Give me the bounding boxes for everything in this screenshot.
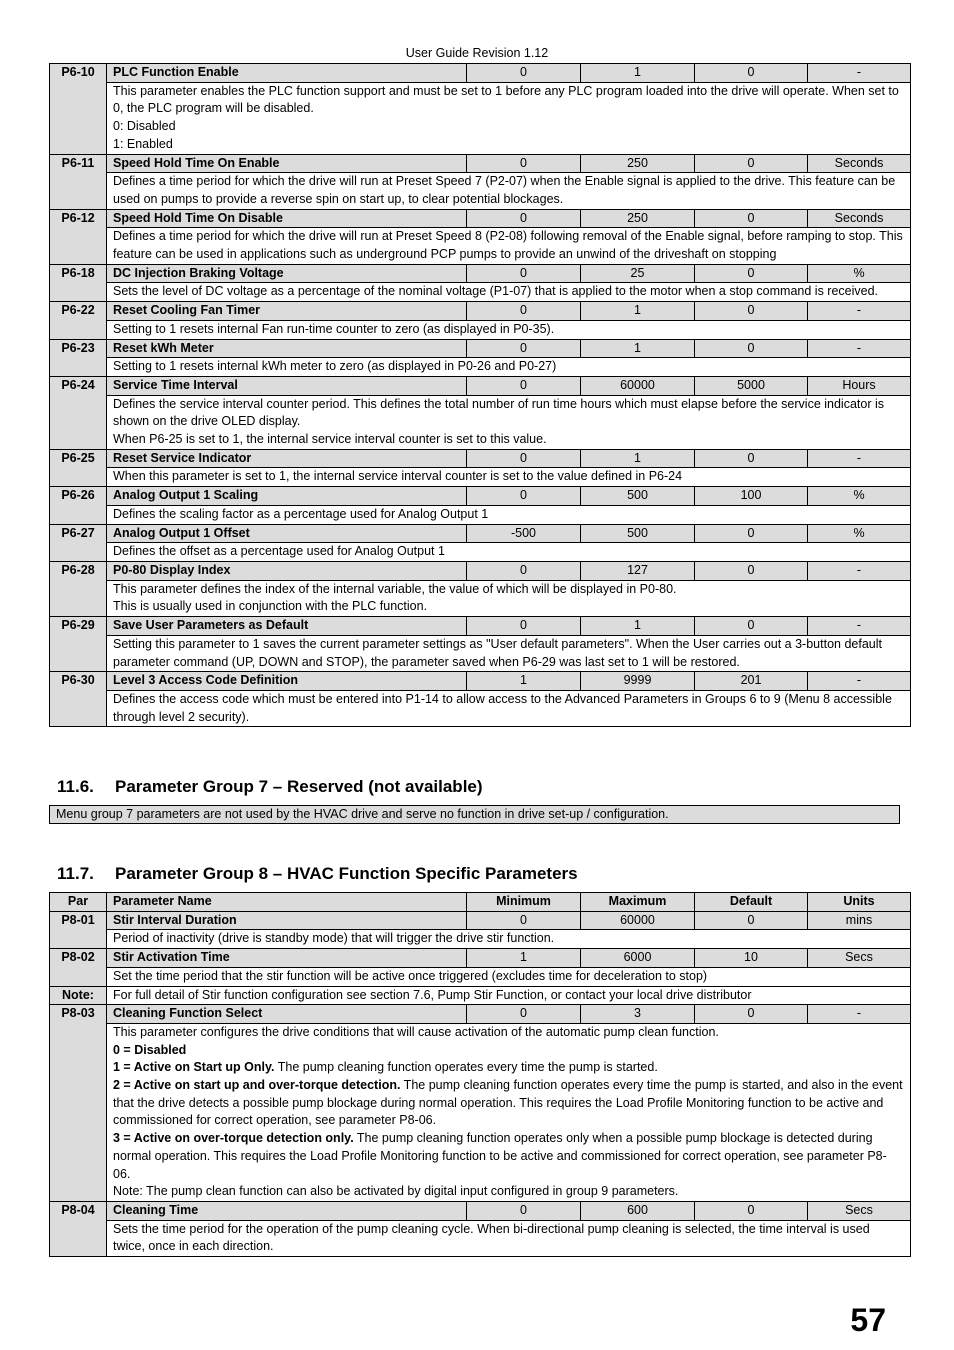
parameter-name: Save User Parameters as Default bbox=[107, 617, 467, 636]
section-title: Parameter Group 8 – HVAC Function Specific Parameters bbox=[115, 864, 578, 883]
parameter-maximum: 3 bbox=[581, 1005, 695, 1024]
description-text: When P6-25 is set to 1, the internal service interval counter is set to this value. bbox=[113, 432, 547, 447]
description-row bbox=[50, 358, 911, 377]
parameter-minimum: 0 bbox=[467, 339, 581, 358]
description-text: Defines the offset as a percentage used for Analog Output 1 bbox=[113, 544, 445, 559]
description-row bbox=[50, 930, 911, 949]
parameter-maximum: 600 bbox=[581, 1201, 695, 1220]
description-row bbox=[50, 505, 911, 524]
description-line bbox=[113, 1130, 904, 1183]
description-row bbox=[50, 543, 911, 562]
description-text: Defines a time period for which the drive will run at Preset Speed 7 (P2-07) when the Enable signal is applied to the drive. This feature can be used on pumps to provide a reverse spin on start up, to clear potential blockages. bbox=[113, 174, 896, 206]
parameter-units: - bbox=[808, 617, 911, 636]
parameter-code: P6-22 bbox=[50, 302, 107, 339]
description-text: Defines a time period for which the drive will run at Preset Speed 8 (P2-08) following removal of the Enable signal, before ramping to stop. This feature can be used in applications such as underground PCP pumps to provide an unwind of the driveshaft on stopping bbox=[113, 229, 903, 262]
parameter-minimum: 0 bbox=[467, 376, 581, 395]
description-row bbox=[50, 967, 911, 986]
parameter-name: Reset Cooling Fan Timer bbox=[107, 302, 467, 321]
parameter-row bbox=[50, 672, 911, 691]
parameter-name: Stir Interval Duration bbox=[107, 911, 467, 930]
parameter-description bbox=[107, 1220, 911, 1256]
parameter-default: 0 bbox=[695, 1201, 808, 1220]
parameter-row bbox=[50, 561, 911, 580]
description-text: Defines the service interval counter period. This defines the total number of run time hours which must elapse before the service indicator is shown on the drive OLED display. bbox=[113, 396, 884, 429]
description-text: Setting this parameter to 1 saves the current parameter settings as "User default parameters". When the User carries out a 3-button default parameter command (UP, DOWN and STOP), the parameter saved when P6-29 was last set to 1 will be restored. bbox=[113, 636, 882, 669]
note-row bbox=[50, 986, 911, 1005]
parameter-units: mins bbox=[808, 911, 911, 930]
parameter-code: P6-10 bbox=[50, 64, 107, 155]
parameter-name: Reset kWh Meter bbox=[107, 339, 467, 358]
description-row bbox=[50, 1023, 911, 1201]
parameter-maximum: 25 bbox=[581, 264, 695, 283]
section-number: 11.7. bbox=[57, 864, 94, 883]
description-line bbox=[113, 173, 904, 208]
parameter-default: 0 bbox=[695, 64, 808, 83]
description-text: 0: Disabled bbox=[113, 119, 176, 134]
description-text: The pump cleaning function operates every time the pump is started, and also in the event that the drive detects a possible pump blockage during normal operation. This requires the Load Profile Monitoring function to be active and commissioned for correct operation, see parameter P8-06. bbox=[113, 1078, 903, 1128]
parameter-minimum: 0 bbox=[467, 64, 581, 83]
description-text: Setting to 1 resets internal kWh meter to zero (as displayed in P0-26 and P0-27) bbox=[113, 359, 557, 374]
description-line bbox=[113, 581, 904, 599]
note-label: Note: bbox=[50, 986, 107, 1005]
description-row bbox=[50, 690, 911, 726]
description-bold-text: 3 = Active on over-torque detection only. bbox=[113, 1131, 354, 1146]
parameter-row bbox=[50, 524, 911, 543]
description-text: Defines the scaling factor as a percentage used for Analog Output 1 bbox=[113, 506, 489, 521]
parameter-default: 5000 bbox=[695, 376, 808, 395]
description-text: The pump cleaning function operates every time the pump is started. bbox=[274, 1060, 658, 1075]
section-number: 11.6. bbox=[57, 777, 94, 796]
parameter-row bbox=[50, 302, 911, 321]
parameter-row bbox=[50, 209, 911, 228]
description-bold-text: 2 = Active on start up and over-torque detection. bbox=[113, 1078, 401, 1093]
parameter-maximum: 1 bbox=[581, 64, 695, 83]
parameter-name: Speed Hold Time On Enable bbox=[107, 154, 467, 173]
header-par: Par bbox=[50, 893, 107, 912]
parameter-code: P8-03 bbox=[50, 1005, 107, 1202]
parameter-group-8-table bbox=[49, 892, 911, 1257]
parameter-units: - bbox=[808, 561, 911, 580]
description-text: This parameter configures the drive conditions that will cause activation of the automatic pump clean function. bbox=[113, 1024, 719, 1039]
description-line bbox=[113, 1077, 904, 1130]
parameter-minimum: 0 bbox=[467, 154, 581, 173]
description-row bbox=[50, 580, 911, 616]
description-text: This is usually used in conjunction with the PLC function. bbox=[113, 599, 428, 614]
parameter-code: P6-12 bbox=[50, 209, 107, 264]
group-7-note: Menu group 7 parameters are not used by the HVAC drive and serve no function in drive set-up / configuration. bbox=[49, 805, 900, 824]
parameter-maximum: 1 bbox=[581, 617, 695, 636]
description-line bbox=[113, 136, 904, 154]
parameter-name: Analog Output 1 Scaling bbox=[107, 487, 467, 506]
parameter-code: P6-28 bbox=[50, 561, 107, 616]
parameter-row bbox=[50, 154, 911, 173]
parameter-minimum: 0 bbox=[467, 911, 581, 930]
description-line bbox=[113, 691, 904, 726]
description-text: 1: Enabled bbox=[113, 136, 173, 151]
parameter-name: DC Injection Braking Voltage bbox=[107, 264, 467, 283]
parameter-description bbox=[107, 320, 911, 339]
description-row bbox=[50, 395, 911, 449]
description-line bbox=[113, 228, 904, 263]
parameter-group-6-table bbox=[49, 63, 911, 727]
header-units: Units bbox=[808, 893, 911, 912]
parameter-description bbox=[107, 358, 911, 377]
description-line bbox=[113, 636, 904, 671]
description-line bbox=[113, 598, 904, 616]
parameter-description bbox=[107, 395, 911, 449]
description-line bbox=[113, 431, 904, 449]
parameter-default: 0 bbox=[695, 617, 808, 636]
parameter-name: P0-80 Display Index bbox=[107, 561, 467, 580]
parameter-minimum: 0 bbox=[467, 1201, 581, 1220]
description-line bbox=[113, 283, 904, 301]
parameter-description bbox=[107, 635, 911, 671]
parameter-minimum: 1 bbox=[467, 672, 581, 691]
header-minimum: Minimum bbox=[467, 893, 581, 912]
parameter-row bbox=[50, 1005, 911, 1024]
parameter-default: 0 bbox=[695, 209, 808, 228]
description-line bbox=[113, 83, 904, 118]
section-heading-group-7 bbox=[57, 777, 483, 797]
parameter-code: P6-11 bbox=[50, 154, 107, 209]
parameter-minimum: 0 bbox=[467, 209, 581, 228]
header-parameter-name: Parameter Name bbox=[107, 893, 467, 912]
parameter-description bbox=[107, 283, 911, 302]
description-line bbox=[113, 358, 904, 376]
description-line bbox=[113, 506, 904, 524]
parameter-maximum: 1 bbox=[581, 339, 695, 358]
parameter-code: P8-02 bbox=[50, 949, 107, 986]
description-row bbox=[50, 173, 911, 209]
parameter-default: 0 bbox=[695, 339, 808, 358]
parameter-maximum: 6000 bbox=[581, 949, 695, 968]
description-line bbox=[113, 1059, 904, 1077]
description-line bbox=[113, 1183, 904, 1201]
parameter-units: % bbox=[808, 264, 911, 283]
description-text: Sets the level of DC voltage as a percentage of the nominal voltage (P1-07) that is applied to the motor when a stop command is received. bbox=[113, 284, 879, 299]
parameter-row bbox=[50, 1201, 911, 1220]
page-number: 57 bbox=[850, 1302, 886, 1338]
parameter-default: 0 bbox=[695, 561, 808, 580]
parameter-description bbox=[107, 967, 911, 986]
parameter-units: Hours bbox=[808, 376, 911, 395]
parameter-description bbox=[107, 228, 911, 264]
parameter-units: Seconds bbox=[808, 209, 911, 228]
parameter-name: Reset Service Indicator bbox=[107, 449, 467, 468]
parameter-default: 0 bbox=[695, 302, 808, 321]
description-text: This parameter enables the PLC function support and must be set to 1 before any PLC program loaded into the drive will operate. When set to 0, the PLC program will be disabled. bbox=[113, 83, 899, 116]
parameter-units: - bbox=[808, 1005, 911, 1024]
parameter-minimum: 0 bbox=[467, 617, 581, 636]
description-line bbox=[113, 930, 904, 948]
parameter-maximum: 127 bbox=[581, 561, 695, 580]
description-text: Sets the time period for the operation of the pump cleaning cycle. When bi-directional pump cleaning is selected, the time interval is used twice, once in each direction. bbox=[113, 1221, 870, 1254]
description-row bbox=[50, 635, 911, 671]
parameter-description bbox=[107, 173, 911, 209]
parameter-name: Analog Output 1 Offset bbox=[107, 524, 467, 543]
section-title: Parameter Group 7 – Reserved (not available) bbox=[115, 777, 483, 796]
header-maximum: Maximum bbox=[581, 893, 695, 912]
description-row bbox=[50, 283, 911, 302]
description-line bbox=[113, 468, 904, 486]
parameter-maximum: 9999 bbox=[581, 672, 695, 691]
description-line bbox=[113, 1024, 904, 1042]
description-line bbox=[113, 321, 904, 339]
parameter-maximum: 500 bbox=[581, 524, 695, 543]
parameter-row bbox=[50, 949, 911, 968]
parameter-row bbox=[50, 264, 911, 283]
parameter-default: 100 bbox=[695, 487, 808, 506]
parameter-row bbox=[50, 376, 911, 395]
parameter-description bbox=[107, 580, 911, 616]
description-text: This parameter defines the index of the internal variable, the value of which will be displayed in P0-80. bbox=[113, 581, 677, 596]
description-text: Period of inactivity (drive is standby mode) that will trigger the drive stir function. bbox=[113, 931, 555, 946]
description-text: Set the time period that the stir function will be active once triggered (excludes time for deceleration to stop) bbox=[113, 968, 708, 983]
parameter-name: Stir Activation Time bbox=[107, 949, 467, 968]
parameter-code: P6-18 bbox=[50, 264, 107, 301]
description-line bbox=[113, 1221, 904, 1256]
parameter-code: P6-30 bbox=[50, 672, 107, 727]
parameter-name: Speed Hold Time On Disable bbox=[107, 209, 467, 228]
parameter-units: - bbox=[808, 302, 911, 321]
description-bold-text: 0 = Disabled bbox=[113, 1042, 187, 1057]
parameter-description bbox=[107, 930, 911, 949]
parameter-row bbox=[50, 911, 911, 930]
parameter-code: P6-29 bbox=[50, 617, 107, 672]
parameter-code: P6-24 bbox=[50, 376, 107, 449]
parameter-minimum: 0 bbox=[467, 1005, 581, 1024]
parameter-minimum: 0 bbox=[467, 449, 581, 468]
parameter-row bbox=[50, 64, 911, 83]
parameter-description bbox=[107, 543, 911, 562]
parameter-description bbox=[107, 82, 911, 154]
parameter-default: 0 bbox=[695, 524, 808, 543]
parameter-description bbox=[107, 505, 911, 524]
section-heading-group-8 bbox=[57, 864, 578, 884]
description-row bbox=[50, 82, 911, 154]
table-header-row bbox=[50, 893, 911, 912]
parameter-code: P6-23 bbox=[50, 339, 107, 376]
parameter-units: - bbox=[808, 64, 911, 83]
description-bold-text: 1 = Active on Start up Only. bbox=[113, 1060, 275, 1075]
parameter-description bbox=[107, 690, 911, 726]
description-row bbox=[50, 468, 911, 487]
parameter-code: P8-04 bbox=[50, 1201, 107, 1256]
parameter-minimum: 1 bbox=[467, 949, 581, 968]
parameter-description bbox=[107, 468, 911, 487]
parameter-code: P6-27 bbox=[50, 524, 107, 561]
note-text: For full detail of Stir function configuration see section 7.6, Pump Stir Function, or contact your local drive distributor bbox=[107, 986, 911, 1005]
header-default: Default bbox=[695, 893, 808, 912]
parameter-code: P6-25 bbox=[50, 449, 107, 486]
description-line bbox=[113, 396, 904, 431]
parameter-minimum: -500 bbox=[467, 524, 581, 543]
parameter-name: Level 3 Access Code Definition bbox=[107, 672, 467, 691]
parameter-units: % bbox=[808, 524, 911, 543]
parameter-maximum: 1 bbox=[581, 302, 695, 321]
parameter-minimum: 0 bbox=[467, 302, 581, 321]
parameter-maximum: 60000 bbox=[581, 376, 695, 395]
description-text: Defines the access code which must be entered into P1-14 to allow access to the Advanced Parameters in Groups 6 to 9 (Menu 8 accessible through level 2 security). bbox=[113, 691, 892, 724]
parameter-row bbox=[50, 617, 911, 636]
parameter-units: Secs bbox=[808, 949, 911, 968]
description-text: Setting to 1 resets internal Fan run-time counter to zero (as displayed in P0-35). bbox=[113, 321, 555, 336]
parameter-code: P6-26 bbox=[50, 487, 107, 524]
description-text: Note: The pump clean function can also be activated by digital input configured in group 9 parameters. bbox=[113, 1184, 679, 1199]
parameter-units: - bbox=[808, 672, 911, 691]
parameter-code: P8-01 bbox=[50, 911, 107, 948]
parameter-row bbox=[50, 487, 911, 506]
parameter-maximum: 250 bbox=[581, 154, 695, 173]
parameter-maximum: 500 bbox=[581, 487, 695, 506]
parameter-default: 0 bbox=[695, 154, 808, 173]
description-row bbox=[50, 228, 911, 264]
description-line bbox=[113, 543, 904, 561]
parameter-name: Cleaning Function Select bbox=[107, 1005, 467, 1024]
parameter-units: % bbox=[808, 487, 911, 506]
parameter-default: 10 bbox=[695, 949, 808, 968]
parameter-row bbox=[50, 339, 911, 358]
parameter-minimum: 0 bbox=[467, 487, 581, 506]
parameter-name: Service Time Interval bbox=[107, 376, 467, 395]
description-line bbox=[113, 968, 904, 986]
parameter-description bbox=[107, 1023, 911, 1201]
parameter-maximum: 60000 bbox=[581, 911, 695, 930]
description-line bbox=[113, 118, 904, 136]
parameter-default: 0 bbox=[695, 449, 808, 468]
parameter-minimum: 0 bbox=[467, 264, 581, 283]
parameter-maximum: 250 bbox=[581, 209, 695, 228]
parameter-units: - bbox=[808, 339, 911, 358]
parameter-default: 0 bbox=[695, 264, 808, 283]
description-text: When this parameter is set to 1, the internal service interval counter is set to the value defined in P6-24 bbox=[113, 469, 683, 484]
parameter-units: Seconds bbox=[808, 154, 911, 173]
parameter-default: 201 bbox=[695, 672, 808, 691]
parameter-units: - bbox=[808, 449, 911, 468]
parameter-minimum: 0 bbox=[467, 561, 581, 580]
parameter-name: PLC Function Enable bbox=[107, 64, 467, 83]
parameter-default: 0 bbox=[695, 1005, 808, 1024]
page-header: User Guide Revision 1.12 bbox=[405, 46, 549, 60]
parameter-units: Secs bbox=[808, 1201, 911, 1220]
parameter-name: Cleaning Time bbox=[107, 1201, 467, 1220]
description-line bbox=[113, 1042, 904, 1060]
description-text: The pump cleaning function operates only when a possible pump blockage is detected during normal operation. This requires the Load Profile Monitoring function to be active and commissioned for correct operation, see parameter P8-06. bbox=[113, 1131, 887, 1181]
parameter-default: 0 bbox=[695, 911, 808, 930]
parameter-row bbox=[50, 449, 911, 468]
description-row bbox=[50, 320, 911, 339]
parameter-maximum: 1 bbox=[581, 449, 695, 468]
description-row bbox=[50, 1220, 911, 1256]
